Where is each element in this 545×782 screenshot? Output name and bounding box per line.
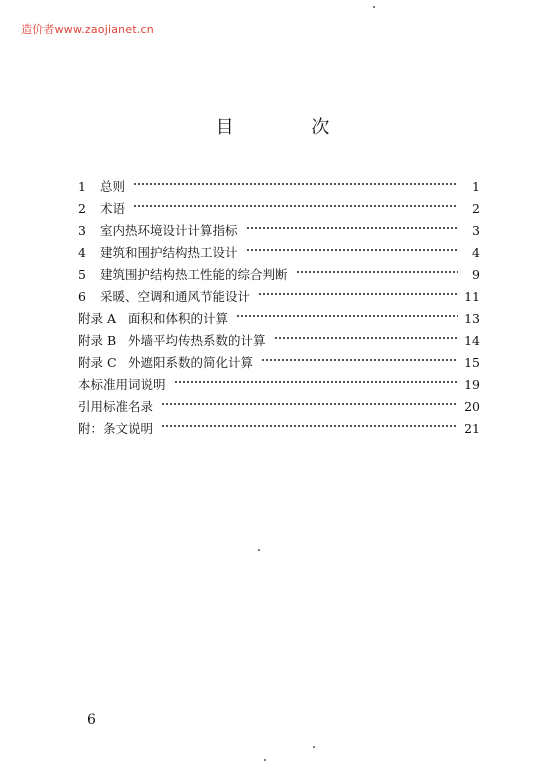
toc-leader-dots <box>172 367 462 389</box>
scan-speck <box>313 746 315 748</box>
toc-entry-label: 术语 <box>100 201 126 216</box>
toc-entry[interactable] <box>78 213 480 238</box>
toc-leader-dots <box>131 169 462 191</box>
toc-entry-page: 4 <box>472 245 480 260</box>
toc-entry-label: 面积和体积的计算 <box>128 311 229 326</box>
toc-leader-dots <box>244 235 462 257</box>
toc-entry-label: 外墙平均传热系数的计算 <box>128 333 266 348</box>
toc-entry-page: 9 <box>472 267 480 282</box>
toc-leader-dots <box>256 279 462 301</box>
toc-entry-label: 附：条文说明 <box>78 421 154 436</box>
toc-entry-page: 13 <box>464 311 480 326</box>
toc-entry-page: 19 <box>464 377 480 392</box>
toc-entry-page: 3 <box>472 223 480 238</box>
page-title: 目 次 <box>215 117 366 138</box>
scan-speck <box>373 6 375 8</box>
toc-entry-page: 14 <box>464 333 480 348</box>
toc-entry-label: 采暖、空调和通风节能设计 <box>100 289 251 304</box>
toc-entry-label: 总则 <box>100 179 126 194</box>
toc-entry-number: 4 <box>78 245 86 260</box>
toc-entry-number: 3 <box>78 223 86 238</box>
toc-entry-label: 建筑围护结构热工性能的综合判断 <box>100 267 288 282</box>
toc-entry-label: 建筑和围护结构热工设计 <box>100 245 238 260</box>
toc-leader-dots <box>234 301 462 323</box>
toc-entry-label: 室内热环境设计计算指标 <box>100 223 238 238</box>
toc-entry-label: 本标准用词说明 <box>78 377 166 392</box>
toc-entry-number: 5 <box>78 267 86 282</box>
toc-entry-page: 20 <box>464 399 480 414</box>
toc-leader-dots <box>244 213 462 235</box>
toc-entry-page: 2 <box>472 201 480 216</box>
toc-entry-number: 附录 A <box>78 311 117 326</box>
toc-leader-dots <box>131 191 462 213</box>
toc-entry[interactable] <box>78 191 480 216</box>
scan-speck <box>258 549 260 551</box>
watermark: 造价者www.zaojianet.cn <box>21 23 154 36</box>
toc-entry-page: 15 <box>464 355 480 370</box>
scan-speck <box>264 759 266 761</box>
page-number: 6 <box>87 712 96 728</box>
toc-entry-page: 1 <box>472 179 480 194</box>
toc-entry-label: 引用标准名录 <box>78 399 154 414</box>
toc-entry-number: 附录 C <box>78 355 117 370</box>
toc-entry-page: 21 <box>464 421 480 436</box>
toc-leader-dots <box>159 411 462 433</box>
toc-leader-dots <box>259 345 462 367</box>
toc-entry-number: 6 <box>78 289 86 304</box>
toc-entry-page: 11 <box>464 289 480 304</box>
toc-leader-dots <box>159 389 462 411</box>
toc-entry-label: 外遮阳系数的简化计算 <box>128 355 254 370</box>
toc-entry-number: 附录 B <box>78 333 117 348</box>
toc-leader-dots <box>294 257 462 279</box>
toc-entry-number: 2 <box>78 201 86 216</box>
toc-entry-number: 1 <box>78 179 86 194</box>
toc-leader-dots <box>272 323 462 345</box>
toc-entry[interactable] <box>78 169 480 194</box>
table-of-contents <box>78 169 480 436</box>
